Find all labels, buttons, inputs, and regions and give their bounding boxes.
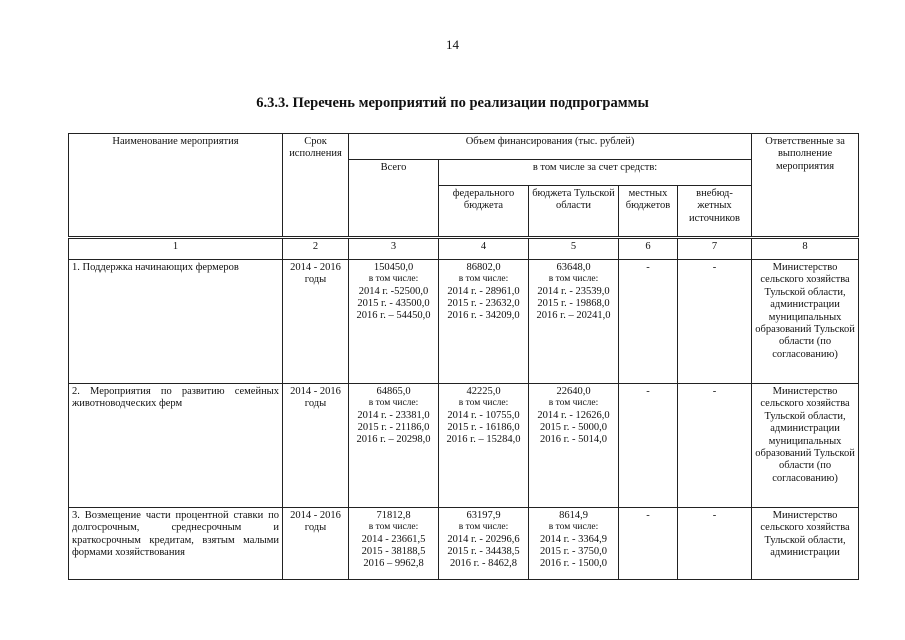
measure-term: 2014 - 2016 годы [283,260,349,384]
header-offbudget: внебюд-жетных источников [678,186,752,238]
column-number: 6 [619,238,678,260]
table-row [69,384,859,508]
header-federal: федерального бюджета [439,186,529,238]
amount-offbudget: - [678,260,752,384]
amount-year: 2016 г. – 20241,0 [536,310,611,322]
column-number: 2 [283,238,349,260]
responsible-party: Министерство сельского хозяйства Тульской области, администрации муниципальных образований Тульской области (по согласованию) [752,384,859,508]
amount-offbudget: - [678,508,752,580]
amount-year: 2016 г. - 8462,8 [450,558,517,570]
amount-caption: в том числе: [368,274,419,285]
amount-caption: в том числе: [368,522,419,533]
amount-caption: в том числе: [458,274,509,285]
amount-year: 2015 г. - 43500,0 [357,297,430,309]
table-row [69,260,859,384]
amount-year: 2014 г. - 12626,0 [537,409,610,421]
amount-caption: в том числе: [368,398,419,409]
amount-local: - [619,260,678,384]
amount-value: 8614,9 [559,510,588,521]
column-number: 7 [678,238,752,260]
amount-caption: в том числе: [548,522,599,533]
measure-term: 2014 - 2016 годы [283,508,349,580]
amount-year: 2015 г. - 16186,0 [447,421,520,433]
amount-year: 2015 г. - 3750,0 [540,545,607,557]
amount-value: 86802,0 [466,262,501,273]
amount-year: 2016 г. - 34209,0 [447,310,520,322]
amount-year: 2016 г. - 1500,0 [540,558,607,570]
amount-year: 2016 г. – 15284,0 [446,434,521,446]
amount-year: 2016 г. - 5014,0 [540,434,607,446]
header-term: Срок исполнения [283,134,349,238]
measure-name: 1. Поддержка начинающих фермеров [69,260,283,384]
amount-year: 2015 г. - 19868,0 [537,297,610,309]
amount-year: 2014 г. - 28961,0 [447,285,520,297]
amount-offbudget: - [678,384,752,508]
page-title: 6.3.3. Перечень мероприятий по реализации подпрограммы [256,95,649,111]
amount-value: 150450,0 [373,262,414,273]
measure-name: 3. Возмещение части процентной ставки по долгосрочным, среднесрочным и краткосрочным кредитам, взятым малыми формами хозяйствования [69,508,283,580]
header-local: местных бюджетов [619,186,678,238]
measure-term: 2014 - 2016 годы [283,384,349,508]
amount-year: 2016 г. – 54450,0 [356,310,431,322]
header-regional: бюджета Тульской области [529,186,619,238]
amount-regional [529,260,619,384]
amount-federal [439,508,529,580]
amount-federal [439,260,529,384]
amount-year: 2016 – 9962,8 [363,558,424,570]
header-financing: Объем финансирования (тыс. рублей) [349,134,752,160]
measures-table [68,133,859,580]
responsible-party: Министерство сельского хозяйства Тульской области, администрации [752,508,859,580]
amount-value: 63197,9 [466,510,501,521]
column-number: 4 [439,238,529,260]
amount-local: - [619,384,678,508]
amount-value: 71812,8 [376,510,411,521]
amount-year: 2015 г. - 5000,0 [540,421,607,433]
amount-federal [439,384,529,508]
amount-year: 2015 - 38188,5 [361,545,426,557]
header-total: Всего [349,160,439,238]
amount-caption: в том числе: [548,274,599,285]
table-row [69,508,859,580]
amount-local: - [619,508,678,580]
amount-caption: в том числе: [548,398,599,409]
column-number: 1 [69,238,283,260]
amount-year: 2016 г. – 20298,0 [356,434,431,446]
header-responsible: Ответственные за выполнение мероприятия [752,134,859,238]
amount-total [349,508,439,580]
page-number: 14 [446,37,459,52]
header-including: в том числе за счет средств: [439,160,752,186]
amount-value: 63648,0 [556,262,591,273]
amount-regional [529,384,619,508]
amount-value: 64865,0 [376,386,411,397]
amount-year: 2015 г. - 21186,0 [357,421,430,433]
amount-total [349,260,439,384]
amount-value: 22640,0 [556,386,591,397]
amount-year: 2014 г. -52500,0 [358,285,429,297]
column-number: 5 [529,238,619,260]
header-name: Наименование мероприятия [69,134,283,238]
amount-year: 2014 г. - 23539,0 [537,285,610,297]
responsible-party: Министерство сельского хозяйства Тульской области, администрации муниципальных образований Тульской области (по согласованию) [752,260,859,384]
amount-year: 2015 г. - 34438,5 [447,545,520,557]
amount-year: 2015 г. - 23632,0 [447,297,520,309]
amount-caption: в том числе: [458,398,509,409]
amount-year: 2014 г. - 23381,0 [357,409,430,421]
amount-caption: в том числе: [458,522,509,533]
amount-year: 2014 г. - 3364,9 [540,533,607,545]
measure-name: 2. Мероприятия по развитию семейных животноводческих ферм [69,384,283,508]
amount-regional [529,508,619,580]
column-number: 3 [349,238,439,260]
column-number: 8 [752,238,859,260]
amount-value: 42225,0 [466,386,501,397]
amount-total [349,384,439,508]
amount-year: 2014 - 23661,5 [361,533,426,545]
amount-year: 2014 г. - 10755,0 [447,409,520,421]
amount-year: 2014 г. - 20296,6 [447,533,520,545]
